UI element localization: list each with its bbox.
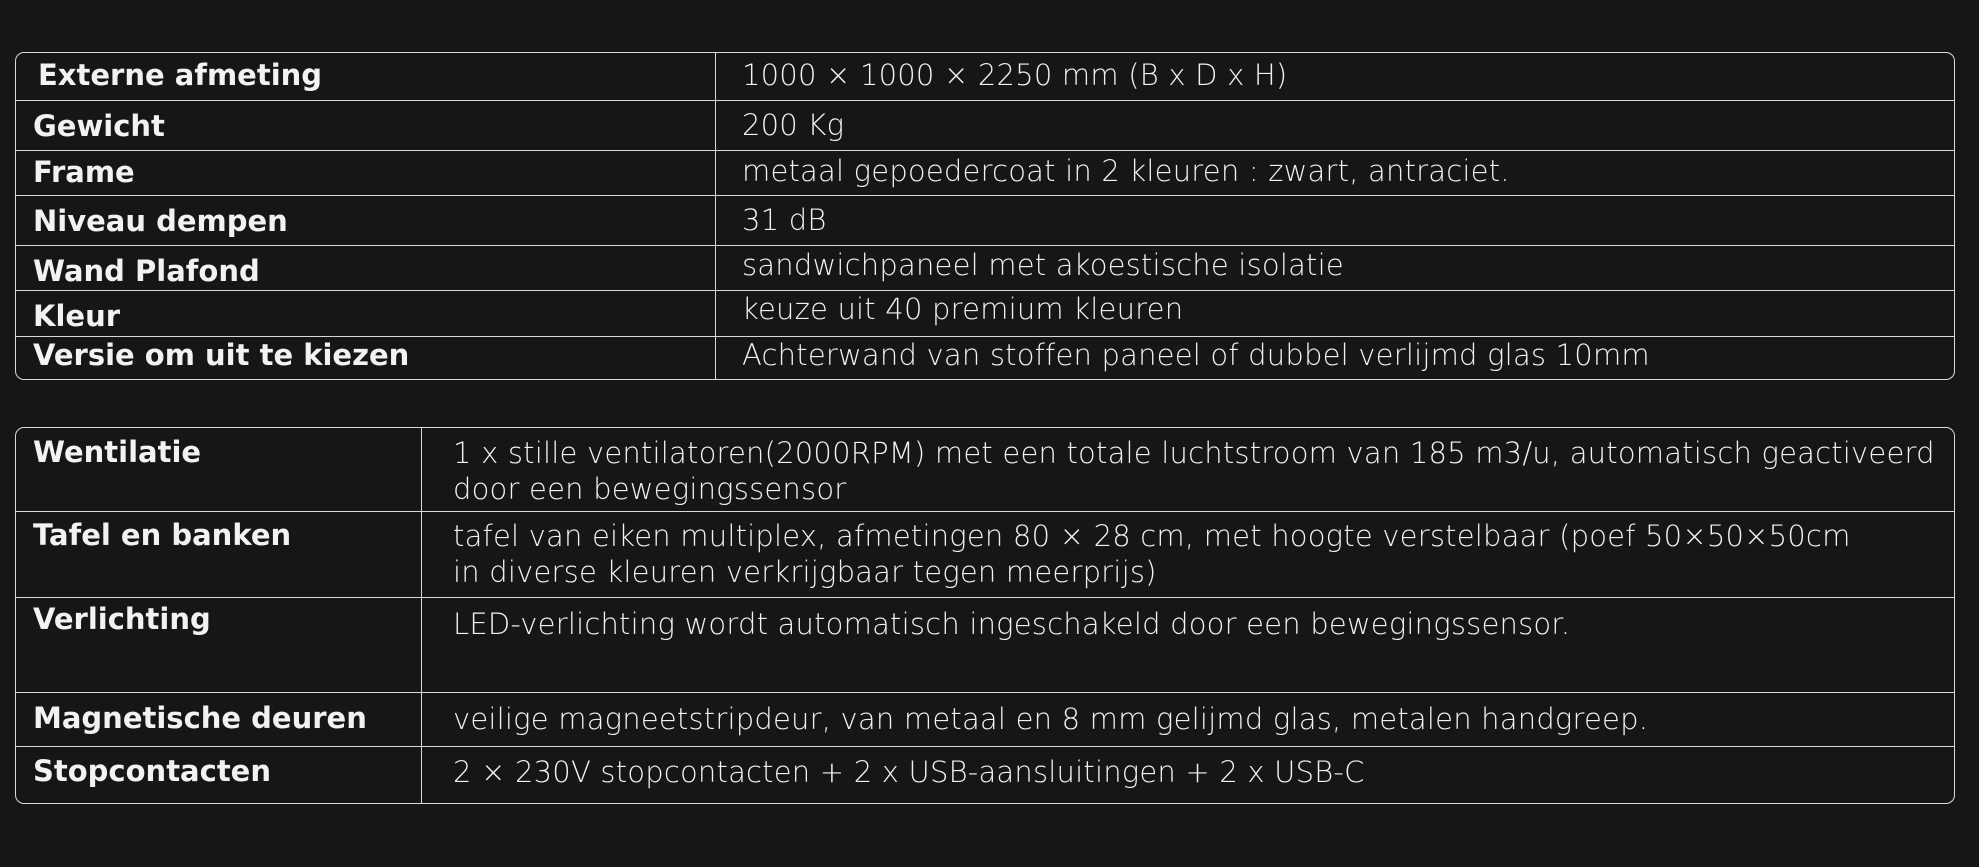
row-value: LED-verlichting wordt automatisch ingeschakeld door een bewegingssensor.	[453, 607, 1571, 641]
row-value: 31 dB	[742, 203, 827, 237]
table-row-wall-ceiling	[16, 246, 1954, 291]
row-value: 1 x stille ventilatoren(2000RPM) met een totale luchtstroom van 185 m3/u, automatisch geactiveerd door een bewegingssensor	[453, 436, 1935, 506]
table-row-sockets	[16, 747, 1954, 804]
row-value: metaal gepoedercoat in 2 kleuren : zwart, antraciet.	[742, 154, 1510, 188]
row-value: 200 Kg	[742, 108, 845, 142]
row-value: tafel van eiken multiplex, afmetingen 80 × 28 cm, met hoogte verstelbaar (poef 50×50×50cm in diverse kleuren verkrijgbaar tegen meerprijs)	[453, 519, 1851, 589]
table-row-external-dimensions	[16, 53, 1954, 101]
row-label: Magnetische deuren	[16, 693, 422, 746]
table-row-lighting	[16, 598, 1954, 693]
row-label: Niveau dempen	[16, 196, 716, 245]
table-row-color	[16, 291, 1954, 337]
row-value: keuze uit 40 premium kleuren	[742, 292, 1184, 326]
table-row-version	[16, 337, 1954, 380]
row-label: Frame	[16, 151, 716, 195]
row-label: Kleur	[16, 291, 716, 336]
spec-table-features	[15, 427, 1955, 804]
row-label: Gewicht	[16, 101, 716, 150]
row-value: 2 × 230V stopcontacten + 2 x USB-aansluitingen + 2 x USB-C	[453, 755, 1365, 789]
table-row-frame	[16, 151, 1954, 196]
row-label: Verlichting	[16, 598, 422, 692]
row-label: Versie om uit te kiezen	[16, 337, 716, 380]
row-value: Achterwand van stoffen paneel of dubbel verlijmd glas 10mm	[742, 338, 1650, 372]
row-value: veilige magneetstripdeur, van metaal en 8 mm gelijmd glas, metalen handgreep.	[453, 702, 1649, 736]
table-row-weight	[16, 101, 1954, 151]
table-row-damping-level	[16, 196, 1954, 246]
table-row-magnetic-doors	[16, 693, 1954, 747]
row-label: Wentilatie	[16, 428, 422, 511]
table-row-ventilation	[16, 428, 1954, 512]
table-row-table-benches	[16, 512, 1954, 598]
row-label: Tafel en banken	[16, 512, 422, 597]
row-label: Wand Plafond	[16, 246, 716, 290]
row-label: Externe afmeting	[16, 53, 716, 100]
spec-table-dimensions	[15, 52, 1955, 380]
row-label: Stopcontacten	[16, 747, 422, 804]
row-value: sandwichpaneel met akoestische isolatie	[742, 248, 1344, 282]
row-value: 1000 × 1000 × 2250 mm (B x D x H)	[742, 58, 1288, 92]
